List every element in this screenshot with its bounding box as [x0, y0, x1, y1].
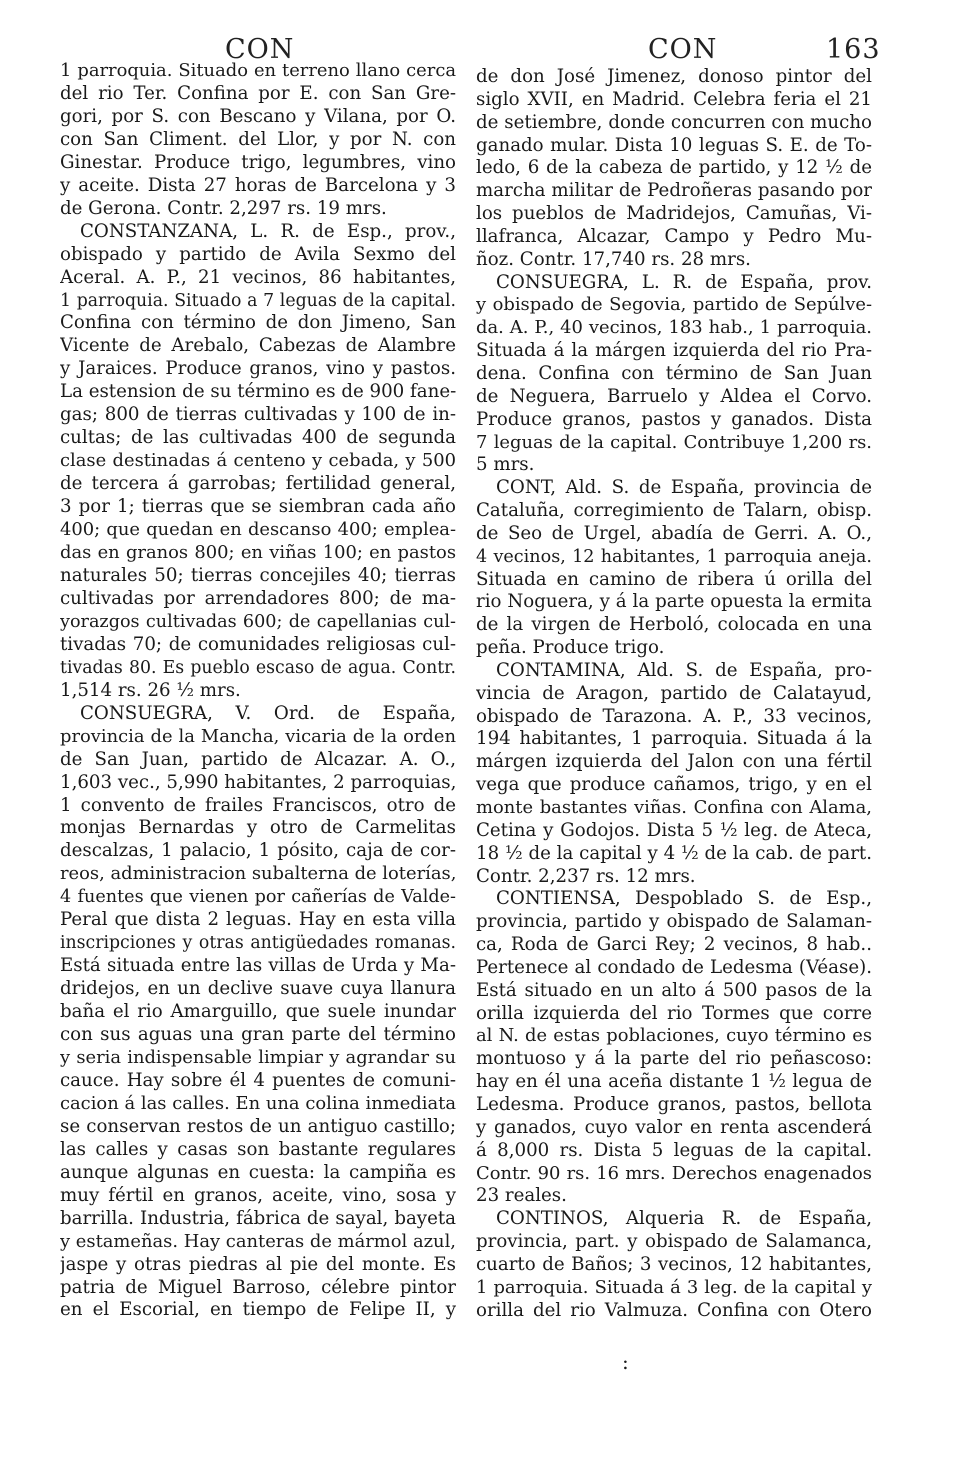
text-line: Vicente de Arebalo, Cabezas de Alambre [60, 335, 456, 357]
text-line: y obispado de Segovia, partido de Sepúlve- [476, 294, 872, 316]
text-line: da. A. P., 40 vecinos, 183 hab., 1 parroquia. [476, 317, 872, 339]
text-line: cuarto de Baños; 3 vecinos, 12 habitantes, [476, 1253, 872, 1275]
text-line: á 8,000 rs. Dista 5 leguas de la capital. [476, 1139, 872, 1161]
text-line: de Gerona. Contr. 2,297 rs. 19 mrs. [60, 197, 387, 219]
text-line: das en granos 800; en viñas 100; en pastos [60, 542, 456, 564]
text-line: ganado mular. Dista 10 leguas S. E. de To- [476, 134, 872, 156]
text-line: y estameñas. Hay canteras de mármol azul, [60, 1230, 456, 1252]
text-line: peña. Produce trigo. [476, 637, 665, 659]
text-line: provincia, partido y obispado de Salaman- [476, 911, 872, 933]
text-line: La estension de su término es de 900 fane- [60, 381, 456, 403]
text-line: 1,514 rs. 26 ½ mrs. [60, 679, 241, 701]
text-line: CONT, Ald. S. de España, provincia de [496, 477, 872, 499]
text-line: monte bastantes viñas. Confina con Alama, [476, 797, 872, 818]
text-line: del rio Ter. Confina por E. con San Gre- [60, 82, 456, 104]
text-line: vega que produce cañamos, trigo, y en el [476, 774, 872, 796]
text-line: ledo, 6 de la cabeza de partido, y 12 ½ de [476, 157, 872, 179]
text-line: Situada á la márgen izquierda del rio Pra- [476, 340, 872, 362]
text-line: tivadas 80. Es pueblo escaso de agua. Contr. [60, 657, 456, 678]
text-line: marcha militar de Pedroñeras pasando por [476, 180, 872, 202]
text-line: Situada en camino de ribera ú orilla del [476, 568, 872, 590]
footer-mark: : [622, 1350, 629, 1374]
text-line: rio Noguera, y á la parte opuesta la ermita [476, 591, 872, 613]
text-line: de Seo de Urgel, abadía de Gerri. A. O., [476, 522, 872, 544]
text-line: y aceite. Dista 27 horas de Barcelona y 3 [60, 174, 456, 196]
text-line: patria de Miguel Barroso, célebre pintor [60, 1276, 456, 1298]
text-line: CONSUEGRA, V. Ord. de España, [80, 702, 456, 724]
text-line: al N. de estas poblaciones, cuyo término es [476, 1025, 872, 1047]
text-line: orilla del rio Valmuza. Confina con Otero [476, 1299, 872, 1321]
text-line: cultivadas por arrendadores 800; de ma- [60, 587, 456, 609]
text-line: hay en él una aceña distante 1 ½ legua de [476, 1071, 872, 1093]
text-line: Pertenece al condado de Ledesma (Véase). [476, 956, 872, 978]
text-line: 7 leguas de la capital. Contribuye 1,200 rs. [476, 431, 872, 453]
text-line: gas; 800 de tierras cultivadas y 100 de in- [60, 404, 456, 426]
text-line: de Neguera, Barruelo y Aldea el Corvo. [476, 385, 872, 407]
text-line: 5 mrs. [476, 454, 535, 476]
text-line: y ganados, cuyo valor en renta ascenderá [476, 1116, 872, 1138]
text-line: Cetina y Godojos. Dista 5 ½ leg. de Ateca, [476, 819, 872, 841]
text-line: aunque algunas en cuesta: la campiña es [60, 1161, 456, 1183]
text-line: en el Escorial, en tiempo de Felipe II, y [60, 1299, 456, 1321]
text-line: márgen izquierda del Jalon con una fértil [476, 751, 872, 773]
text-line: y Jaraices. Produce granos, vino y pastos. [60, 358, 456, 380]
text-line: 4 fuentes que vienen por cañerías de Valde- [60, 887, 456, 908]
text-line: obispado de Tarazona. A. P., 33 vecinos, [476, 705, 872, 727]
text-line: 23 reales. [476, 1185, 567, 1207]
text-line: de San Juan, partido de Alcazar. A. O., [60, 748, 456, 770]
text-line: de la virgen de Herboló, colocada en una [476, 614, 872, 636]
text-line: reos, administracion subalterna de loterías, [60, 863, 456, 885]
text-line: CONTINOS, Alqueria R. de España, [496, 1208, 872, 1230]
text-line: los pueblos de Madridejos, Camuñas, Vi- [476, 203, 872, 225]
text-line: jaspe y otras piedras al pie del monte. Es [60, 1253, 456, 1275]
text-line: 3 por 1; tierras que se siembran cada año [60, 496, 456, 518]
text-line: Aceral. A. P., 21 vecinos, 86 habitantes, [60, 266, 456, 288]
text-line: yorazgos cultivadas 600; de capellanias cul- [60, 611, 456, 632]
text-line: 4 vecinos, 12 habitantes, 1 parroquia aneja. [476, 546, 872, 567]
text-line: cauce. Hay sobre él 4 puentes de comuni- [60, 1069, 456, 1091]
text-line: con San Climent. del Llor, y por N. con [60, 128, 456, 150]
text-line: CONSTANZANA, L. R. de Esp., prov., [80, 220, 456, 242]
text-line: de tercera á garrobas; fertilidad general, [60, 473, 456, 495]
text-line: clase destinadas á centeno y cebada, y 500 [60, 450, 456, 472]
text-line: siglo XVII, en Madrid. Celebra feria el 21 [476, 88, 872, 110]
text-line: 1 parroquia. Situada á 3 leg. de la capital y [476, 1276, 872, 1298]
text-line: vincia de Aragon, partido de Calatayud, [476, 682, 872, 704]
text-line: cacion á las calles. En una colina inmediata [60, 1092, 456, 1114]
text-line: cultas; de las cultivadas 400 de segunda [60, 427, 456, 449]
text-line: 1 parroquia. Situado a 7 leguas de la capital. [60, 290, 456, 311]
text-line: 18 ½ de la capital y 4 ½ de la cab. de part. [476, 842, 872, 864]
text-line: montuoso y á la parte del rio peñascoso: [476, 1048, 872, 1070]
text-line: de don José Jimenez, donoso pintor del [476, 66, 872, 87]
text-line: descalzas, 1 palacio, 1 pósito, caja de cor- [60, 840, 456, 862]
text-line: se conservan restos de un antiguo castillo; [60, 1115, 456, 1137]
text-line: CONTIENSA, Despoblado S. de Esp., [496, 888, 872, 910]
text-line: Contr. 2,237 rs. 12 mrs. [476, 865, 696, 887]
left-text-column [60, 60, 456, 1322]
text-line: dena. Confina con término de San Juan [476, 362, 872, 384]
text-line: naturales 50; tierras concejiles 40; tierras [60, 564, 456, 586]
text-line: ca, Roda de Garci Rey; 2 vecinos, 8 hab.. [476, 934, 872, 956]
text-line: 1 parroquia. Situado en terreno llano cerca [60, 60, 456, 81]
text-line: CONSUEGRA, L. R. de España, prov. [496, 271, 872, 293]
running-head-right: CON [648, 34, 718, 65]
text-line: y seria indispensable limpiar y agrandar su [60, 1046, 456, 1068]
text-line: CONTAMINA, Ald. S. de España, pro- [496, 659, 872, 681]
text-line: de setiembre, donde concurren con mucho [476, 111, 872, 133]
text-line: dridejos, en un declive suave cuya llanura [60, 978, 456, 1000]
text-line: 194 habitantes, 1 parroquia. Situada á la [476, 728, 872, 750]
text-line: baña el rio Amarguillo, que suele inundar [60, 1001, 456, 1023]
page-number: 163 [826, 34, 881, 65]
text-line: llafranca, Alcazar, Campo y Pedro Mu- [476, 225, 872, 247]
text-line: 1,603 vec., 5,990 habitantes, 2 parroquias, [60, 771, 456, 793]
text-line: orilla izquierda del rio Tormes que corre [476, 1002, 872, 1024]
text-line: tivadas 70; de comunidades religiosas cul- [60, 633, 456, 655]
text-line: Produce granos, pastos y ganados. Dista [476, 408, 872, 430]
text-line: Está situado en un alto á 500 pasos de la [476, 979, 872, 1001]
text-line: 400; que quedan en descanso 400; emplea- [60, 519, 456, 541]
text-line: 1 convento de frailes Franciscos, otro de [60, 794, 456, 816]
text-line: gori, por S. con Bescano y Vilana, por O. [60, 105, 456, 127]
text-line: Confina con término de don Jimeno, San [60, 312, 456, 334]
text-line: Ginestar. Produce trigo, legumbres, vino [60, 151, 456, 173]
text-line: provincia de la Mancha, vicaria de la orden [60, 725, 456, 747]
text-line: con sus aguas una gran parte del término [60, 1024, 456, 1046]
text-line: ñoz. Contr. 17,740 rs. 28 mrs. [476, 248, 751, 270]
running-head-left: CON [225, 34, 295, 65]
text-line: Peral que dista 2 leguas. Hay en esta villa [60, 909, 456, 931]
text-line: Cataluña, corregimiento de Talarn, obisp. [476, 500, 872, 522]
text-line: monjas Bernardas y otro de Carmelitas [60, 817, 456, 839]
text-line: provincia, part. y obispado de Salamanca, [476, 1231, 872, 1253]
text-line: muy fértil en granos, aceite, vino, sosa y [60, 1184, 456, 1206]
text-line: Contr. 90 rs. 16 mrs. Derechos enagenados [476, 1162, 872, 1184]
text-line: barrilla. Industria, fábrica de sayal, bayeta [60, 1207, 456, 1229]
right-text-column [476, 66, 872, 1322]
text-line: obispado y partido de Avila Sexmo del [60, 243, 456, 265]
text-line: Ledesma. Produce granos, pastos, bellota [476, 1093, 872, 1115]
text-line: Está situada entre las villas de Urda y Ma- [60, 955, 456, 977]
text-line: las calles y casas son bastante regulares [60, 1138, 456, 1160]
text-line: inscripciones y otras antigüedades romanas. [60, 933, 456, 954]
